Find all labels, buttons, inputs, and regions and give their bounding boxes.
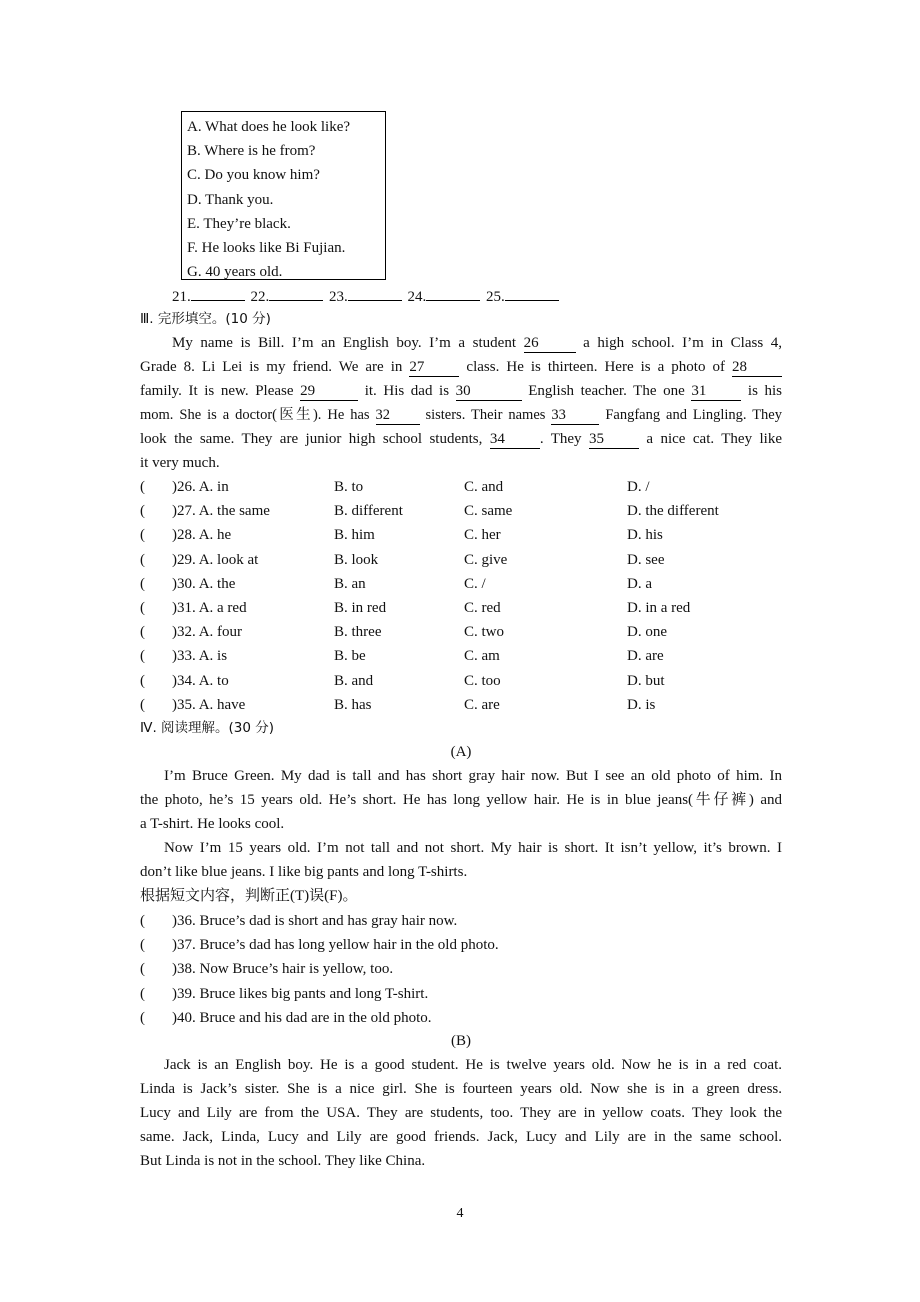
option-c: C. / — [464, 575, 486, 592]
cloze-question — [140, 475, 782, 499]
answer-number: 21. — [172, 289, 191, 305]
question-text: )38. Now Bruce’s hair is yellow, too. — [172, 961, 394, 978]
answer-paren[interactable]: ( — [140, 479, 145, 495]
part-a-label: (A) — [450, 744, 472, 760]
option-b: B. has — [334, 696, 372, 713]
question-num-option-a: )33. A. is — [172, 648, 228, 665]
cloze-line: it very much. — [140, 455, 220, 471]
option-c: C. Do you know him? — [187, 167, 320, 184]
cloze-question — [140, 499, 782, 523]
answer-number: 24. — [407, 289, 427, 305]
cloze-question — [140, 596, 782, 620]
tf-question — [140, 909, 782, 933]
option-c: C. am — [464, 648, 500, 665]
cloze-question — [140, 548, 782, 572]
question-text: )40. Bruce and his dad are in the old photo. — [172, 1009, 432, 1026]
answer-paren[interactable]: ( — [140, 696, 145, 713]
cloze-text: mom. She is a doctor(医生). He has — [140, 407, 376, 423]
cloze-question — [140, 669, 782, 693]
answer-blank[interactable] — [426, 285, 480, 301]
option-d: D. Thank you. — [187, 191, 274, 208]
question-text: )36. Bruce’s dad is short and has gray hair now. — [172, 913, 458, 929]
answer-paren[interactable]: ( — [140, 672, 145, 689]
cloze-line — [172, 331, 782, 355]
part-b-label: (B) — [451, 1033, 471, 1049]
option-d: D. one — [627, 624, 667, 641]
option-b: B. different — [334, 503, 403, 520]
option-b: B. Where is he from? — [187, 143, 316, 160]
option-b: B. be — [334, 648, 366, 665]
passage-b-line: Jack is an English boy. He is a good student. He is twelve years old. Now he is in a red coat. — [164, 1057, 782, 1073]
answer-number: 25. — [486, 289, 505, 305]
answer-paren[interactable]: ( — [140, 527, 145, 544]
cloze-text: a high school. I’m in Class 4, — [575, 335, 783, 351]
cloze-question — [140, 644, 782, 668]
passage-b-line: But Linda is not in the school. They like China. — [140, 1153, 426, 1169]
cloze-text: it. His dad is — [358, 383, 456, 399]
answer-paren[interactable]: ( — [140, 600, 145, 616]
cloze-blank: 29 — [300, 382, 358, 401]
tf-question — [140, 957, 782, 981]
cloze-text: Grade 8. Li Lei is my friend. We are in — [140, 359, 410, 375]
question-num-option-a: )32. A. four — [172, 624, 243, 641]
tf-instruction: 根据短文内容，判断正(T)误(F)。 — [140, 888, 358, 904]
option-d: D. the different — [627, 503, 719, 520]
option-d: D. a — [627, 575, 652, 592]
option-b: B. to — [334, 479, 364, 495]
cloze-text: . They — [539, 431, 589, 447]
option-e: E. They’re black. — [187, 215, 291, 232]
option-c: C. and — [464, 479, 504, 495]
option-c: C. two — [464, 624, 505, 641]
option-d: D. in a red — [627, 600, 691, 616]
answer-paren[interactable]: ( — [140, 624, 145, 641]
cloze-blank: 34 — [490, 430, 540, 449]
answer-paren[interactable]: ( — [140, 961, 145, 978]
option-d: D. see — [627, 551, 665, 568]
cloze-blank: 35 — [589, 430, 639, 449]
cloze-line — [140, 427, 782, 451]
question-text: )39. Bruce likes big pants and long T-shirt. — [172, 985, 429, 1002]
tf-question — [140, 1006, 782, 1030]
answer-blank[interactable] — [505, 285, 559, 301]
section-4-title: Ⅳ. 阅读理解。(30 分) — [140, 720, 275, 736]
cloze-text: a nice cat. They like — [638, 431, 782, 447]
option-b: B. three — [334, 624, 382, 641]
passage-b-line: same. Jack, Linda, Lucy and Lily are good friends. Jack, Lucy and Lily are in the same school. — [140, 1129, 782, 1145]
question-text: )37. Bruce’s dad has long yellow hair in the old photo. — [172, 937, 499, 954]
question-num-option-a: )31. A. a red — [172, 600, 247, 616]
cloze-text: English teacher. The one — [521, 383, 692, 399]
passage-a-line: Now I’m 15 years old. I’m not tall and not short. My hair is short. It isn’t yellow, it’s brown. I — [164, 840, 782, 856]
cloze-blank: 27 — [409, 358, 459, 377]
cloze-blank: 31 — [691, 382, 741, 401]
answer-paren[interactable]: ( — [140, 575, 145, 592]
option-b: B. look — [334, 551, 379, 568]
answer-number: 23. — [329, 289, 348, 305]
cloze-text: class. He is thirteen. Here is a photo of — [459, 359, 732, 375]
answer-blank[interactable] — [348, 285, 402, 301]
option-c: C. red — [464, 600, 501, 616]
passage-a-line: a T-shirt. He looks cool. — [140, 816, 285, 832]
cloze-text: is his — [741, 383, 782, 399]
page-number: 4 — [456, 1206, 464, 1221]
question-num-option-a: )34. A. to — [172, 672, 229, 689]
option-c: C. give — [464, 551, 508, 568]
option-c: C. are — [464, 696, 500, 713]
passage-b-line: Linda is Jack’s sister. She is a nice girl. She is fourteen years old. Now she is in a green dress. — [140, 1081, 782, 1097]
section-3-title: Ⅲ. 完形填空。(10 分) — [140, 311, 271, 327]
passage-a-line: the photo, he’s 15 years old. He’s short. He has long yellow hair. He is in blue jeans(牛仔裤) and — [140, 792, 782, 808]
answer-paren[interactable]: ( — [140, 551, 145, 568]
option-a: A. What does he look like? — [187, 119, 351, 135]
passage-a-line: I’m Bruce Green. My dad is tall and has short gray hair now. But I see an old photo of him. In — [164, 768, 782, 784]
cloze-blank: 28 — [732, 358, 782, 377]
cloze-text: family. It is new. Please — [140, 383, 301, 399]
cloze-blank: 33 — [551, 406, 599, 425]
passage-b-line: Lucy and Lily are from the USA. They are students, too. They are in yellow coats. They look the — [140, 1105, 782, 1121]
cloze-text: sisters. Their names — [419, 407, 552, 423]
answer-paren[interactable]: ( — [140, 648, 145, 665]
answer-paren[interactable]: ( — [140, 937, 145, 954]
answer-paren[interactable]: ( — [140, 985, 145, 1002]
cloze-blank: 32 — [376, 406, 420, 425]
option-d: D. his — [627, 527, 663, 544]
option-b: B. in red — [334, 600, 387, 616]
option-b: B. him — [334, 527, 375, 544]
question-num-option-a: )30. A. the — [172, 575, 236, 592]
cloze-question — [140, 620, 782, 644]
cloze-line — [140, 403, 782, 427]
option-c: C. same — [464, 503, 513, 520]
option-b: B. an — [334, 575, 366, 592]
option-g: G. 40 years old. — [187, 264, 283, 281]
answer-row — [172, 285, 561, 307]
answer-blank[interactable] — [269, 285, 323, 301]
answer-paren[interactable]: ( — [140, 503, 145, 520]
question-num-option-a: )29. A. look at — [172, 551, 259, 568]
question-num-option-a: )26. A. in — [172, 479, 229, 495]
option-d: D. are — [627, 648, 664, 665]
tf-question — [140, 982, 782, 1006]
cloze-text: Fangfang and Lingling. They — [599, 407, 782, 423]
option-c: C. too — [464, 672, 501, 689]
option-d: D. but — [627, 672, 665, 689]
cloze-question — [140, 693, 782, 717]
option-f: F. He looks like Bi Fujian. — [187, 239, 346, 256]
cloze-text: look the same. They are junior high school students, — [140, 431, 490, 447]
answer-paren[interactable]: ( — [140, 1009, 145, 1026]
option-d: D. is — [627, 696, 656, 713]
option-c: C. her — [464, 527, 501, 544]
cloze-question — [140, 523, 782, 547]
cloze-blank: 26 — [524, 334, 576, 353]
question-num-option-a: )35. A. have — [172, 696, 246, 713]
answer-paren[interactable]: ( — [140, 913, 145, 929]
question-num-option-a: )27. A. the same — [172, 503, 270, 520]
cloze-question — [140, 572, 782, 596]
cloze-line — [140, 379, 782, 403]
cloze-line — [140, 355, 782, 379]
answer-number: 22. — [250, 289, 270, 305]
option-d: D. / — [627, 479, 650, 495]
tf-question — [140, 933, 782, 957]
cloze-text: My name is Bill. I’m an English boy. I’m a student — [172, 335, 524, 351]
passage-a-line: don’t like blue jeans. I like big pants and long T-shirts. — [140, 864, 468, 880]
option-b: B. and — [334, 672, 374, 689]
answer-blank[interactable] — [191, 285, 245, 301]
question-num-option-a: )28. A. he — [172, 527, 232, 544]
options-box — [181, 111, 386, 280]
cloze-blank: 30 — [456, 382, 522, 401]
